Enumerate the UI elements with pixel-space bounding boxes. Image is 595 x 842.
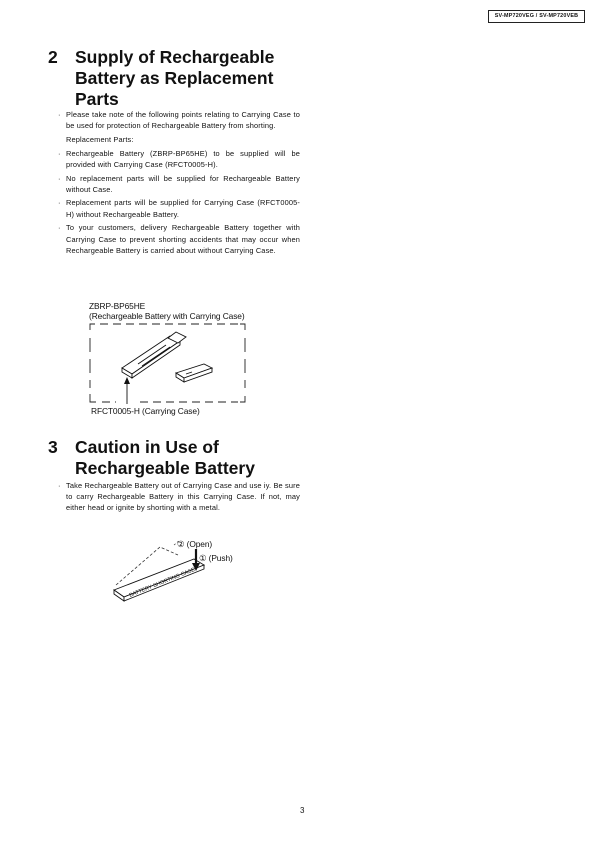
model-header-label: SV-MP720VEG / SV-MP720VEB	[488, 10, 585, 23]
dashed-frame-corner	[90, 394, 96, 402]
battery-with-case-label: (Rechargeable Battery with Carrying Case)	[89, 311, 245, 321]
section-3-number: 3	[48, 437, 58, 457]
rechargeable-battery-drawing	[176, 364, 212, 382]
carrying-case-drawing	[122, 332, 186, 378]
section-3-title-line: Rechargeable Battery	[75, 458, 255, 478]
section-2-body	[58, 109, 300, 258]
dashed-frame-corner	[90, 324, 95, 330]
battery-part-number-label: ZBRP-BP65HE	[89, 301, 146, 311]
bullet-dot: ·	[58, 223, 61, 233]
battery-case-illustration	[80, 318, 260, 413]
dashed-frame-corner	[240, 396, 245, 402]
open-case-illustration	[108, 535, 238, 610]
case-print-text: BATTERY SHORTING CASE	[128, 566, 196, 599]
bullet-dot: ·	[58, 148, 61, 158]
arrow-head-icon	[124, 377, 130, 384]
section-2-number: 2	[48, 47, 58, 67]
section-2-title-line: Battery as Replacement	[75, 68, 274, 88]
list-item: · Take Rechargeable Battery out of Carrying Case and use iy. Be sure to carry Rechargeable Battery in this Carrying Case. If not, may either head or ignite by shorting with a metal.	[58, 481, 300, 513]
section-3-body	[58, 480, 300, 516]
section-3-title-line: Caution in Use of	[75, 437, 219, 457]
bullet-dot: ·	[58, 110, 61, 119]
carrying-case-label: RFCT0005-H (Carrying Case)	[91, 406, 200, 416]
page-number: 3	[300, 806, 305, 815]
section-2-title-line: Supply of Rechargeable	[75, 47, 275, 67]
list-item: · Rechargeable Battery (ZBRP-BP65HE) to be supplied will be provided with Carrying Case (RFCT0005-H).	[58, 148, 300, 169]
bullet-dot: ·	[58, 198, 61, 208]
replacement-parts-heading: Replacement Parts:	[66, 134, 134, 144]
push-step-label: ① (Push)	[199, 553, 233, 563]
bullet-dot: ·	[58, 173, 61, 183]
list-item: · No replacement parts will be supplied for Rechargeable Battery without Case.	[58, 173, 300, 194]
bullet-dot: ·	[58, 481, 61, 490]
dashed-frame-corner	[240, 324, 245, 330]
list-item: · Replacement parts will be supplied for Carrying Case (RFCT0005-H) without Rechargeable Battery.	[58, 198, 300, 219]
open-step-label: ② (Open)	[177, 539, 213, 549]
section-2-title-line: Parts	[75, 89, 119, 109]
intro-paragraph: · Please take note of the following points relating to Carrying Case to be used for protection of Rechargeable Battery from shorting.	[58, 110, 300, 131]
list-item: · To your customers, delivery Rechargeable Battery together with Carrying Case to prevent shorting accidents that may occur when Rechargeable Battery is carried about without Carrying Case.	[58, 223, 300, 255]
